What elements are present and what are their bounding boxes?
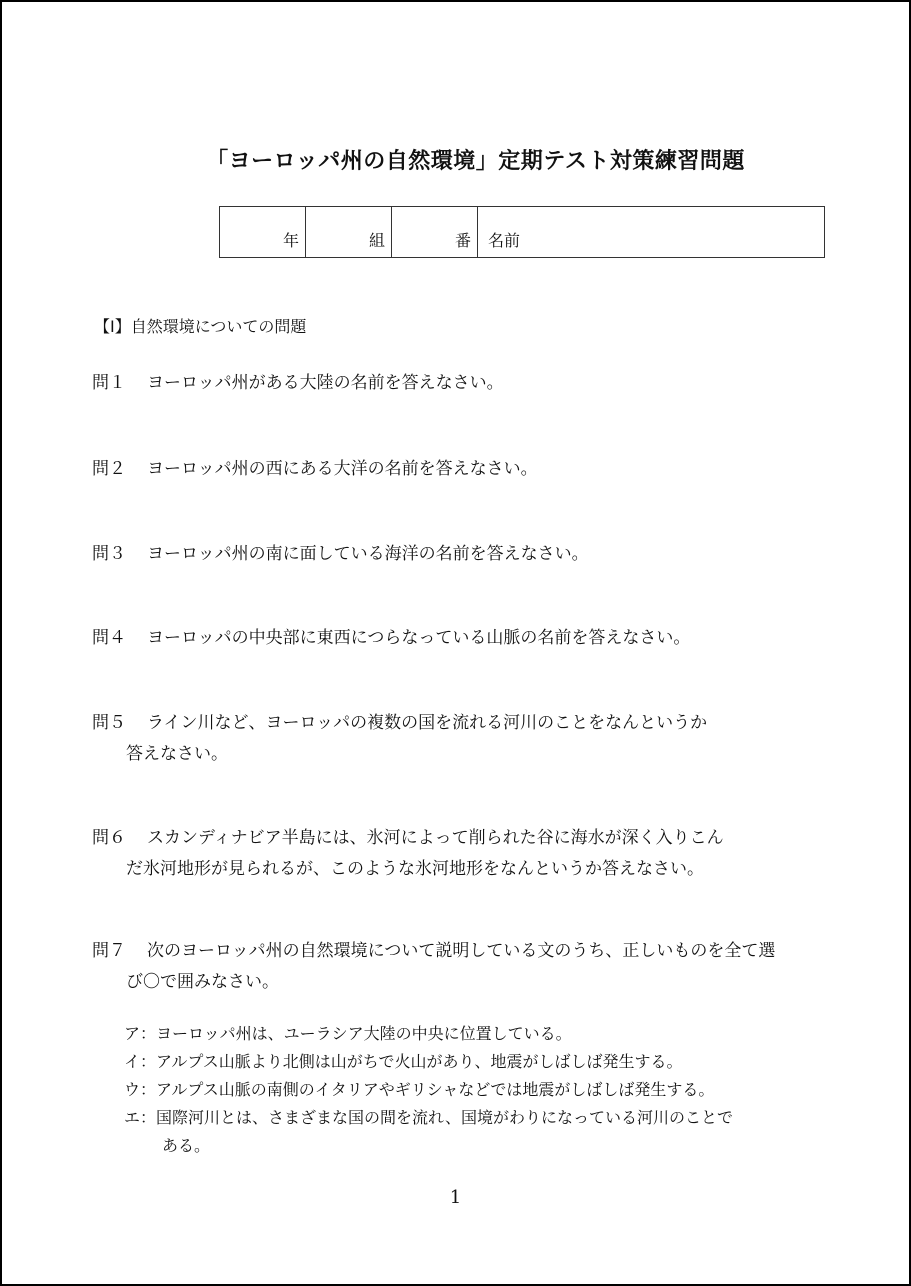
page-number: 1: [449, 1187, 462, 1208]
choice-text: ウ：アルプス山脈の南側のイタリアやギリシャなどでは地震がしばしば発生する。: [124, 1080, 715, 1099]
question-number: 問２: [92, 459, 126, 479]
question-1: [92, 368, 504, 399]
question-number: 問５: [92, 713, 126, 733]
question-4: [92, 623, 690, 654]
choice-a[interactable]: [124, 1020, 733, 1048]
number-label: 番: [454, 231, 471, 250]
choice-e[interactable]: [124, 1104, 733, 1160]
question-text-continued: だ氷河地形が見られるが、このような氷河地形をなんというか答えなさい。: [126, 859, 704, 879]
question-3: [92, 539, 589, 570]
question-text-continued: 答えなさい。: [126, 744, 228, 764]
class-field[interactable]: [306, 207, 392, 257]
question-6: [92, 823, 724, 885]
name-field[interactable]: [478, 207, 824, 257]
question-text-continued: び〇で囲みなさい。: [126, 972, 279, 992]
question-text: ヨーロッパ州の西にある大洋の名前を答えなさい。: [147, 459, 538, 479]
student-info-box: [219, 206, 825, 258]
question-text: ヨーロッパ州の南に面している海洋の名前を答えなさい。: [147, 544, 589, 564]
choice-text: イ：アルプス山脈より北側は山がちで火山があり、地震がしばしば発生する。: [124, 1052, 683, 1071]
question-text: ヨーロッパの中央部に東西につらなっている山脈の名前を答えなさい。: [147, 628, 691, 648]
question-number: 問３: [92, 544, 126, 564]
year-field[interactable]: [220, 207, 306, 257]
choice-u[interactable]: [124, 1076, 733, 1104]
question-number: 問１: [92, 373, 126, 393]
choice-text-continued: ある。: [162, 1136, 211, 1155]
question-text: ライン川など、ヨーロッパの複数の国を流れる河川のことをなんというか: [147, 713, 708, 733]
question-text: ヨーロッパ州がある大陸の名前を答えなさい。: [147, 373, 504, 393]
question-text: 次のヨーロッパ州の自然環境について説明している文のうち、正しいものを全て選: [147, 941, 776, 961]
choice-text: エ：国際河川とは、さまざまな国の間を流れ、国境がわりになっている河川のことで: [124, 1108, 733, 1127]
question-5: [92, 708, 707, 770]
answer-choices: [124, 1020, 733, 1160]
choice-text: ア：ヨーロッパ州は、ユーラシア大陸の中央に位置している。: [124, 1024, 572, 1043]
question-text: スカンディナビア半島には、氷河によって削られた谷に海水が深く入りこん: [147, 828, 724, 848]
page-title: 「ヨーロッパ州の自然環境」定期テスト対策練習問題: [206, 149, 745, 174]
class-label: 組: [368, 231, 385, 250]
year-label: 年: [282, 231, 299, 250]
section-heading: 【Ⅰ】自然環境についての問題: [94, 317, 307, 336]
choice-i[interactable]: [124, 1048, 733, 1076]
question-number: 問７: [92, 941, 126, 961]
name-label: 名前: [488, 231, 521, 250]
question-number: 問６: [92, 828, 126, 848]
question-number: 問４: [92, 628, 126, 648]
question-7: [92, 936, 775, 998]
number-field[interactable]: [392, 207, 478, 257]
question-2: [92, 454, 538, 485]
